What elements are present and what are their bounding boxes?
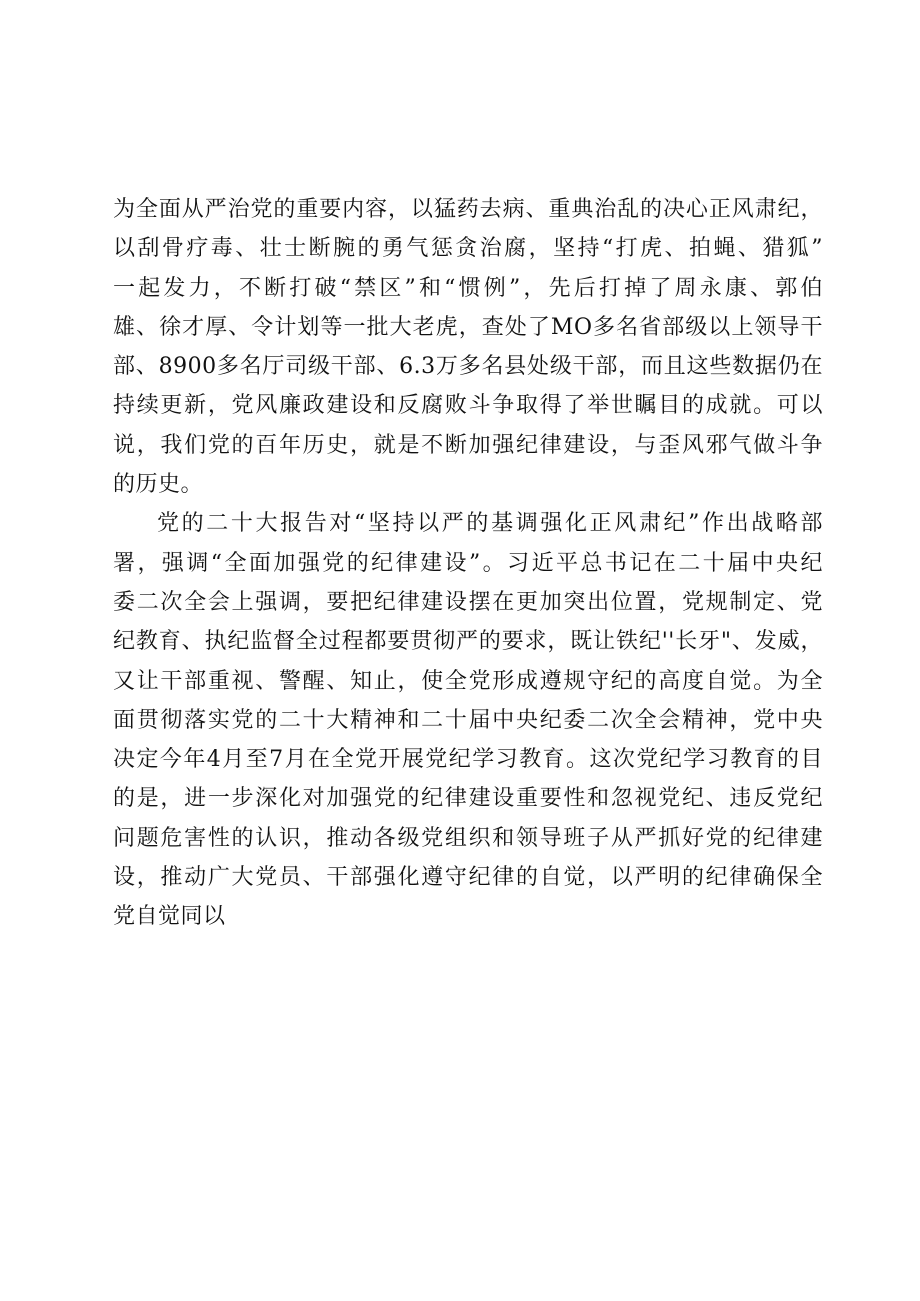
text-line: 雄、徐才厚、令计划等一批大老虎，查处了MO多名省部级以上领导干 xyxy=(113,314,823,340)
text-line: 的是，进一步深化对加强党的纪律建设重要性和忽视党纪、违反党纪 xyxy=(113,786,823,812)
text-line: 为全面从严治党的重要内容，以猛药去病、重典治乱的决心正风肃纪， xyxy=(113,197,823,222)
text-line: 问题危害性的认识，推动各级党组织和领导班子从严抓好党的纪律建 xyxy=(113,825,823,851)
body-text xyxy=(113,190,823,937)
text-line: 一起发力，不断打破“禁区”和“惯例”，先后打掉了周永康、郭伯 xyxy=(113,275,823,301)
text-line: 党自觉同以 xyxy=(113,904,226,930)
text-line: 的历史。 xyxy=(113,472,204,498)
text-line: 设，推动广大党员、干部强化遵守纪律的自觉，以严明的纪律确保全 xyxy=(113,865,823,891)
text-line: 以刮骨疗毒、壮士断腕的勇气惩贪治腐，坚持“打虎、拍蝇、猎狐” xyxy=(113,236,823,262)
text-line: 说，我们党的百年历史，就是不断加强纪律建设，与歪风邪气做斗争 xyxy=(113,432,823,458)
text-line: 又让干部重视、警醒、知止，使全党形成遵规守纪的高度自觉。为全 xyxy=(113,668,823,694)
text-line: 决定今年4月至7月在全党开展党纪学习教育。这次党纪学习教育的目 xyxy=(113,747,823,773)
text-line: 部、8900多名厅司级干部、6.3万多名县处级干部，而且这些数据仍在 xyxy=(113,354,823,380)
text-line: 纪教育、执纪监督全过程都要贯彻严的要求，既让铁纪''长牙"、发威， xyxy=(113,629,823,655)
text-line: 持续更新，党风廉政建设和反腐败斗争取得了举世瞩目的成就。可以 xyxy=(113,393,823,419)
text-line: 面贯彻落实党的二十大精神和二十届中央纪委二次全会精神，党中央 xyxy=(113,707,823,733)
text-line: 署，强调“全面加强党的纪律建设”。习近平总书记在二十届中央纪 xyxy=(113,550,823,576)
text-line: 委二次全会上强调，要把纪律建设摆在更加突出位置，党规制定、党 xyxy=(113,589,823,615)
paragraph-start-line: 党的二十大报告对“坚持以严的基调强化正风肃纪”作出战略部 xyxy=(157,511,823,537)
